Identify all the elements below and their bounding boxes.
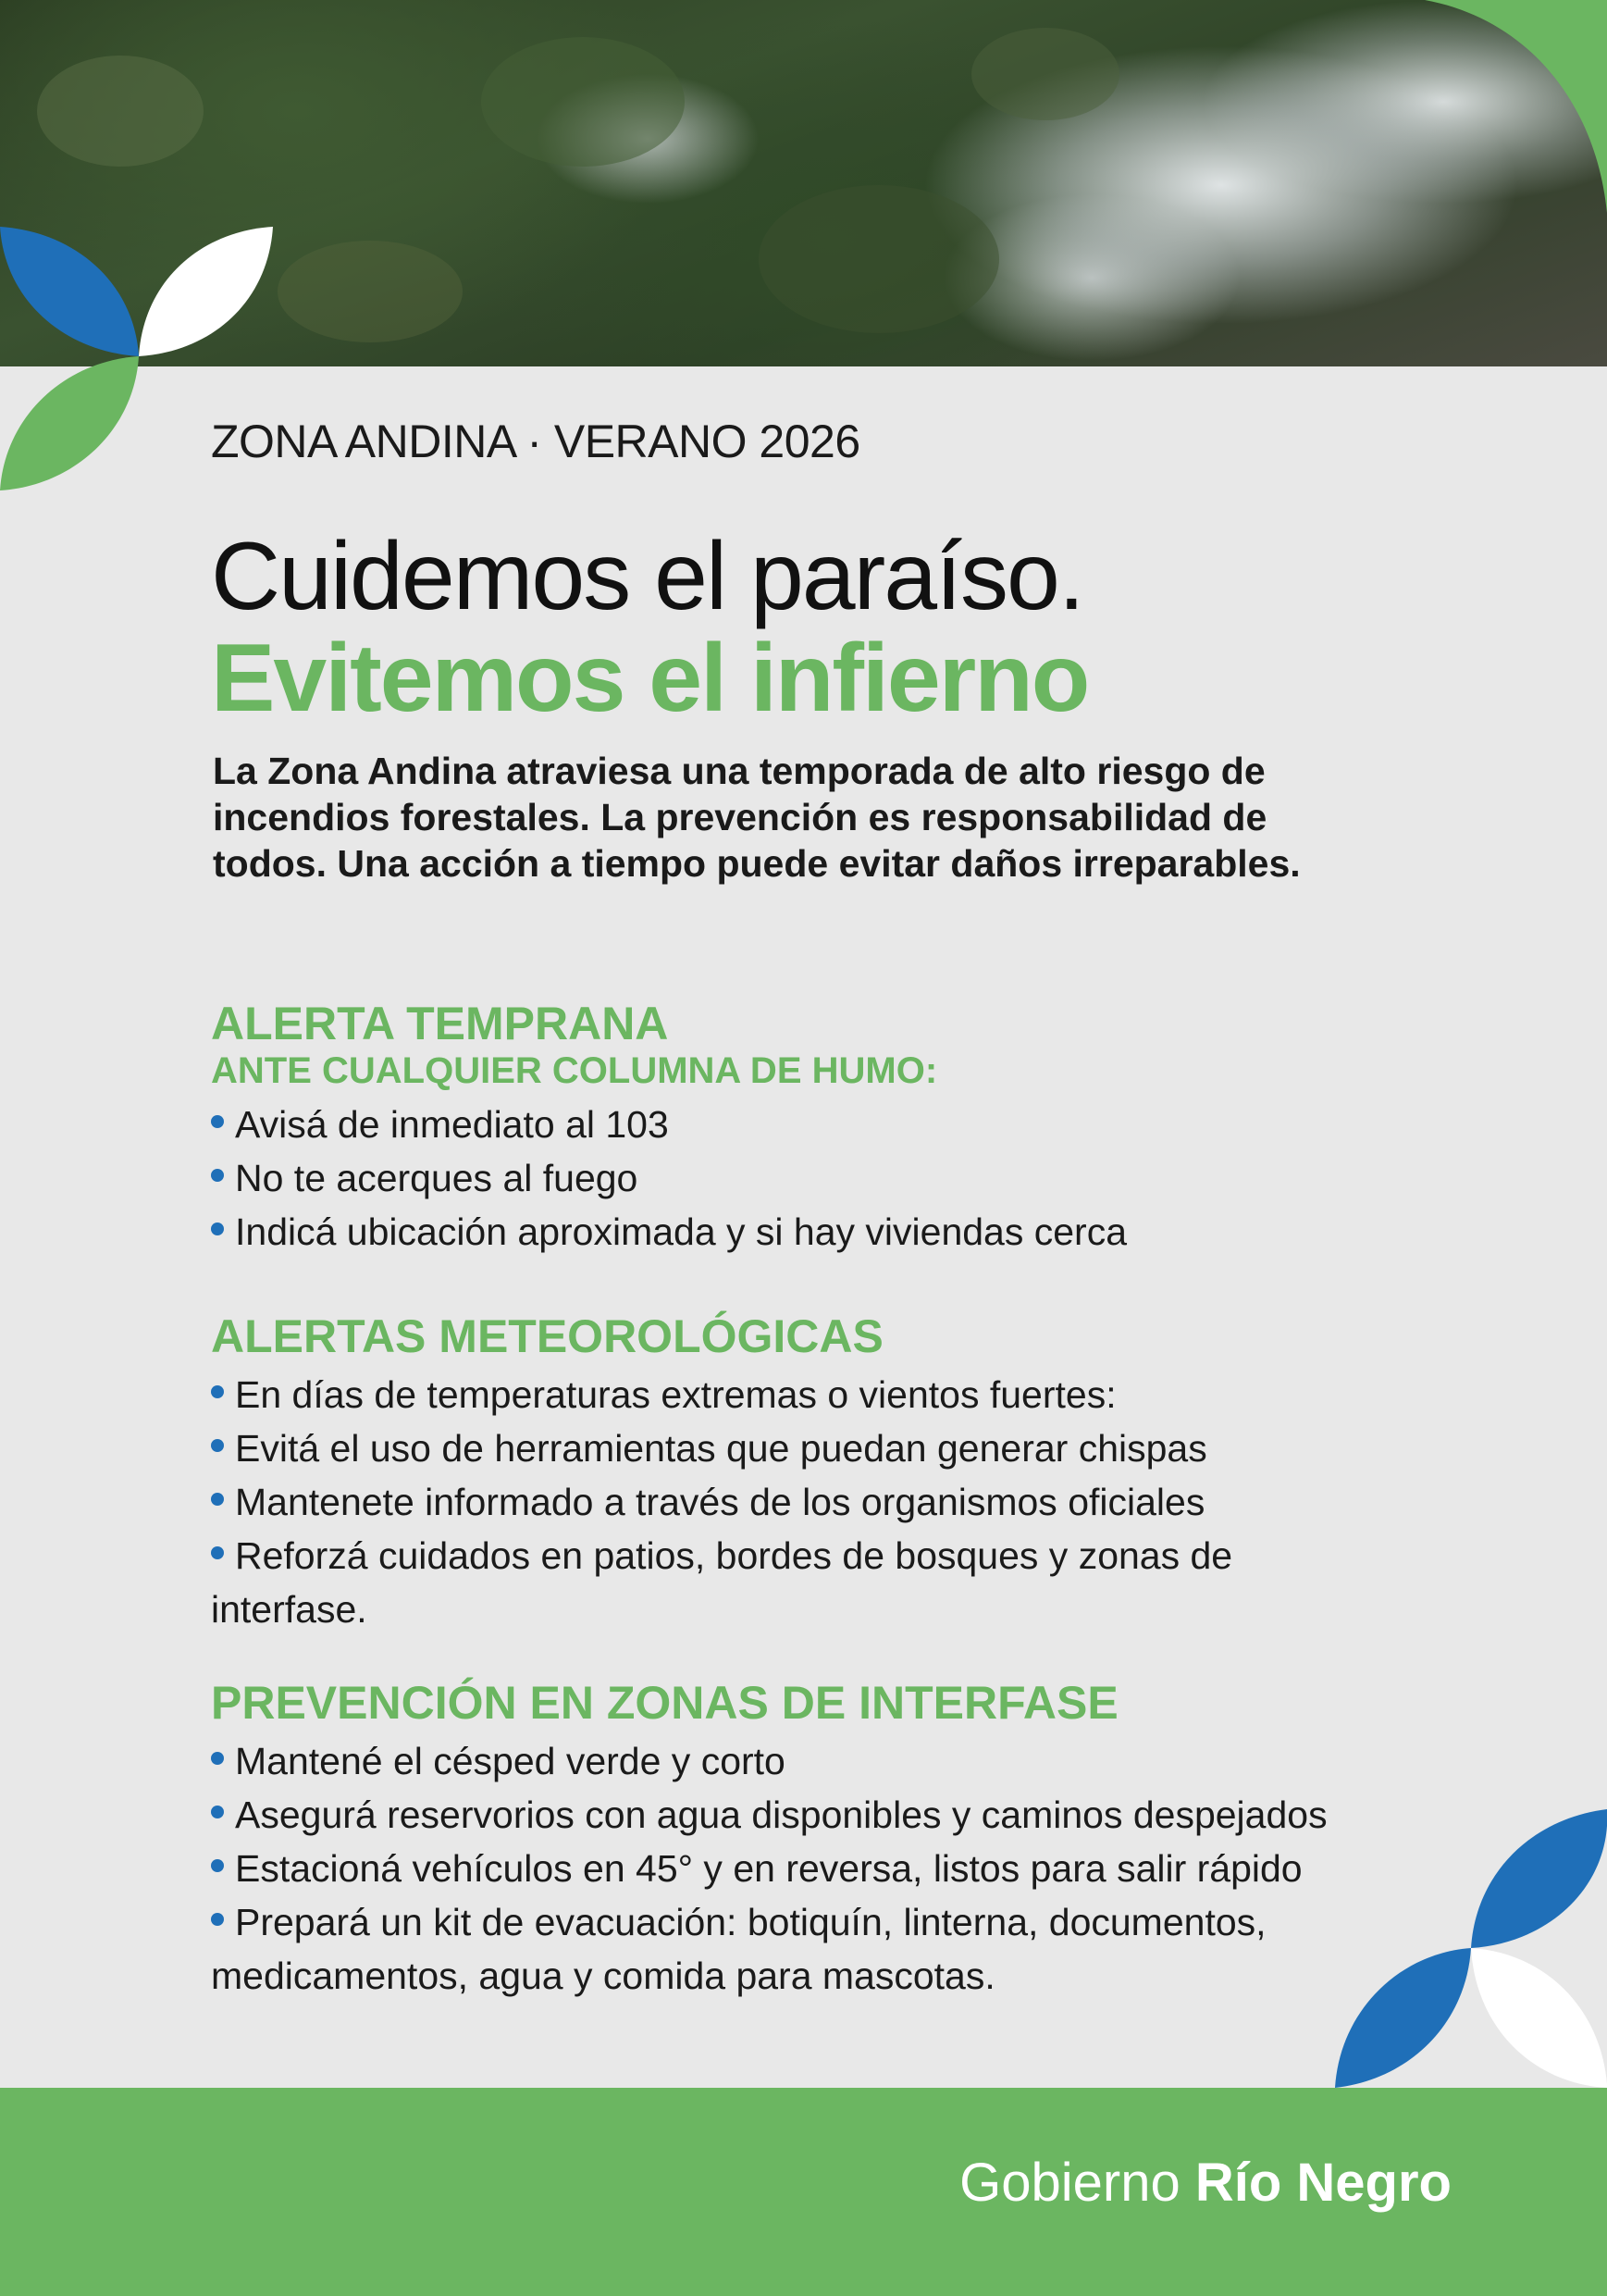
list-item [211,1529,1247,1636]
brand-name-light: Gobierno [959,2153,1181,2213]
list-item-text: Estacioná vehículos en 45° y en reversa, listos para salir rápido [235,1847,1303,1890]
brand-name-bold: Río Negro [1194,2153,1452,2213]
list-item [211,1368,1414,1421]
bullet-dot-icon [211,1169,224,1182]
bullet-list [211,1368,1414,1636]
list-item-text: Asegurá reservorios con agua disponibles y caminos despejados [235,1793,1328,1836]
list-item [211,1475,1414,1529]
list-item-text: Mantenete informado a través de los organismos oficiales [235,1481,1205,1523]
list-item [211,1205,1414,1259]
list-item-text: Reforzá cuidados en patios, bordes de bosques y zonas de interfase. [211,1534,1233,1631]
list-item [211,1788,1414,1842]
bullet-dot-icon [211,1385,224,1398]
list-item [211,1421,1414,1475]
section-subtitle: ANTE CUALQUIER COLUMNA DE HUMO: [211,1050,938,1091]
list-item-text: Indicá ubicación aproximada y si hay viviendas cerca [235,1210,1128,1253]
list-item [211,1895,1340,2003]
list-item-text: Mantené el césped verde y corto [235,1740,785,1782]
bullet-dot-icon [211,1439,224,1452]
section-title: PREVENCIÓN EN ZONAS DE INTERFASE [211,1677,1119,1729]
list-item [211,1098,1414,1151]
list-item [211,1734,1414,1788]
bullet-dot-icon [211,1546,224,1559]
list-item-text: Evitá el uso de herramientas que puedan generar chispas [235,1427,1207,1470]
bullet-list [211,1734,1414,2003]
top-right-corner-arc [1425,0,1607,213]
intro-paragraph: La Zona Andina atraviesa una temporada de alto riesgo de incendios forestales. La prevención es responsabilidad de todos. Una acción a tiempo puede evitar daños irreparables. [213,750,1301,885]
brand-logo [959,2152,1452,2214]
headline-line-1: Cuidemos el paraíso. [211,523,1083,630]
bullet-dot-icon [211,1115,224,1128]
bullet-dot-icon [211,1493,224,1506]
list-item-text: Prepará un kit de evacuación: botiquín, linterna, documentos, medicamentos, agua y comida para mascotas. [211,1901,1267,1997]
section-alerta-temprana [211,998,1414,1259]
list-item-text: No te acerques al fuego [235,1157,638,1199]
section-prevencion-interfase [211,1677,1414,2003]
headline-line-2: Evitemos el infierno [211,625,1089,732]
section-title: ALERTAS METEOROLÓGICAS [211,1310,884,1362]
list-item [211,1151,1414,1205]
bullet-dot-icon [211,1913,224,1926]
headline [211,523,1089,732]
list-item [211,1842,1414,1895]
list-item-text: Avisá de inmediato al 103 [235,1103,669,1146]
bullet-dot-icon [211,1752,224,1765]
list-item-text: En días de temperaturas extremas o vientos fuertes: [235,1373,1117,1416]
bullet-dot-icon [211,1222,224,1235]
bullet-dot-icon [211,1859,224,1872]
bullet-dot-icon [211,1806,224,1818]
section-alertas-meteorologicas [211,1310,1414,1636]
kicker-label: ZONA ANDINA · VERANO 2026 [211,416,860,467]
section-title: ALERTA TEMPRANA [211,998,669,1049]
bullet-list [211,1098,1414,1259]
